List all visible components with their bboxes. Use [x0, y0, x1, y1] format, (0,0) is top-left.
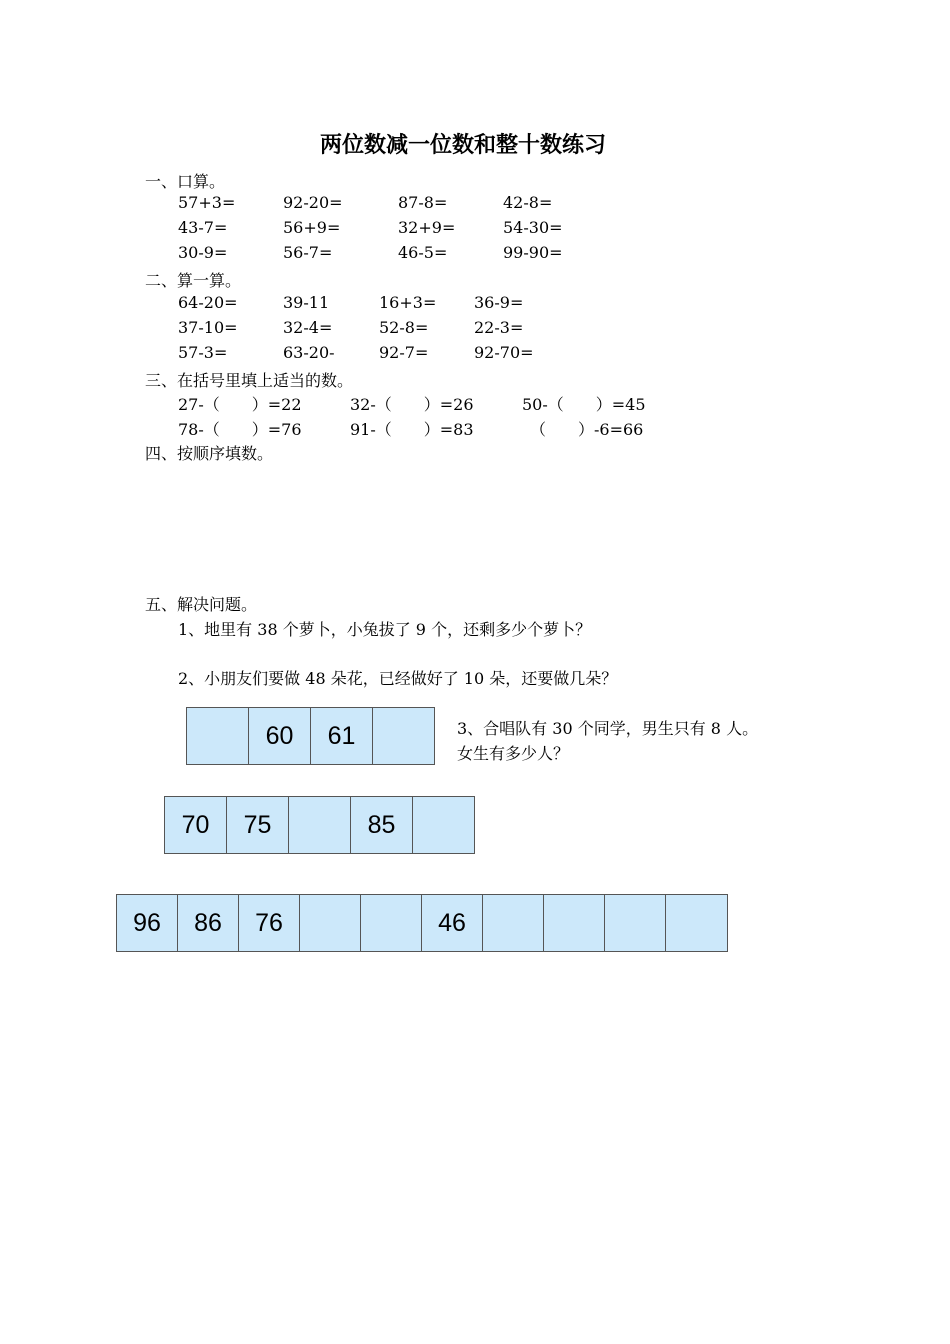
calc-item: 42-8=	[503, 193, 553, 212]
calc-item: 92-7=	[379, 343, 429, 362]
calc-item: 43-7=	[178, 218, 228, 237]
calc-item: 37-10=	[178, 318, 238, 337]
sequence-cell: 85	[350, 796, 413, 854]
section-1-heading: 一、口算。	[145, 172, 226, 191]
sequence-cell[interactable]	[543, 894, 605, 952]
calc-item: 57-3=	[178, 343, 228, 362]
word-problem-3-line2: 女生有多少人？	[457, 744, 570, 763]
section-2-heading: 二、算一算。	[145, 271, 242, 290]
word-problem-1: 1、地里有 38 个萝卜，小兔拔了 9 个，还剩多少个萝卜？	[178, 620, 592, 639]
sequence-cell: 70	[164, 796, 227, 854]
sequence-cell: 86	[177, 894, 239, 952]
word-problem-2: 2、小朋友们要做 48 朵花，已经做好了 10 朵，还要做几朵？	[178, 669, 618, 688]
calc-item: 64-20=	[178, 293, 238, 312]
calc-item: 54-30=	[503, 218, 563, 237]
sequence-cell: 75	[226, 796, 289, 854]
calc-item: 52-8=	[379, 318, 429, 337]
page-title: 两位数减一位数和整十数练习	[320, 132, 607, 158]
sequence-cell: 76	[238, 894, 300, 952]
word-problem-3-line1: 3、合唱队有 30 个同学，男生只有 8 人。	[457, 719, 759, 738]
section-5-heading: 五、解决问题。	[145, 595, 258, 614]
sequence-cell[interactable]	[186, 707, 249, 765]
calc-item: 92-70=	[474, 343, 534, 362]
calc-item: 30-9=	[178, 243, 228, 262]
fill-blank-item: （ ）-6=66	[530, 420, 644, 439]
calc-item: 99-90=	[503, 243, 563, 262]
section-4-heading: 四、按顺序填数。	[145, 444, 274, 463]
sequence-cell: 46	[421, 894, 483, 952]
sequence-cell[interactable]	[604, 894, 666, 952]
calc-item: 63-20-	[283, 343, 335, 362]
calc-item: 16+3=	[379, 293, 437, 312]
sequence-cell[interactable]	[372, 707, 435, 765]
fill-blank-item: 91-（ ）=83	[350, 420, 474, 439]
sequence-cell: 60	[248, 707, 311, 765]
calc-item: 32+9=	[398, 218, 456, 237]
fill-blank-item: 32-（ ）=26	[350, 395, 474, 414]
fill-blank-item: 50-（ ）=45	[522, 395, 646, 414]
sequence-cell[interactable]	[288, 796, 351, 854]
sequence-cell[interactable]	[412, 796, 475, 854]
calc-item: 87-8=	[398, 193, 448, 212]
calc-item: 32-4=	[283, 318, 333, 337]
section-3-heading: 三、在括号里填上适当的数。	[145, 371, 354, 390]
sequence-cell[interactable]	[665, 894, 728, 952]
calc-item: 46-5=	[398, 243, 448, 262]
sequence-cell[interactable]	[299, 894, 361, 952]
sequence-cell[interactable]	[360, 894, 422, 952]
sequence-cell: 96	[116, 894, 178, 952]
calc-item: 57+3=	[178, 193, 236, 212]
calc-item: 92-20=	[283, 193, 343, 212]
sequence-cell: 61	[310, 707, 373, 765]
calc-item: 22-3=	[474, 318, 524, 337]
calc-item: 56+9=	[283, 218, 341, 237]
fill-blank-item: 27-（ ）=22	[178, 395, 302, 414]
calc-item: 56-7=	[283, 243, 333, 262]
calc-item: 36-9=	[474, 293, 524, 312]
calc-item: 39-11	[283, 293, 330, 312]
sequence-cell[interactable]	[482, 894, 544, 952]
fill-blank-item: 78-（ ）=76	[178, 420, 302, 439]
